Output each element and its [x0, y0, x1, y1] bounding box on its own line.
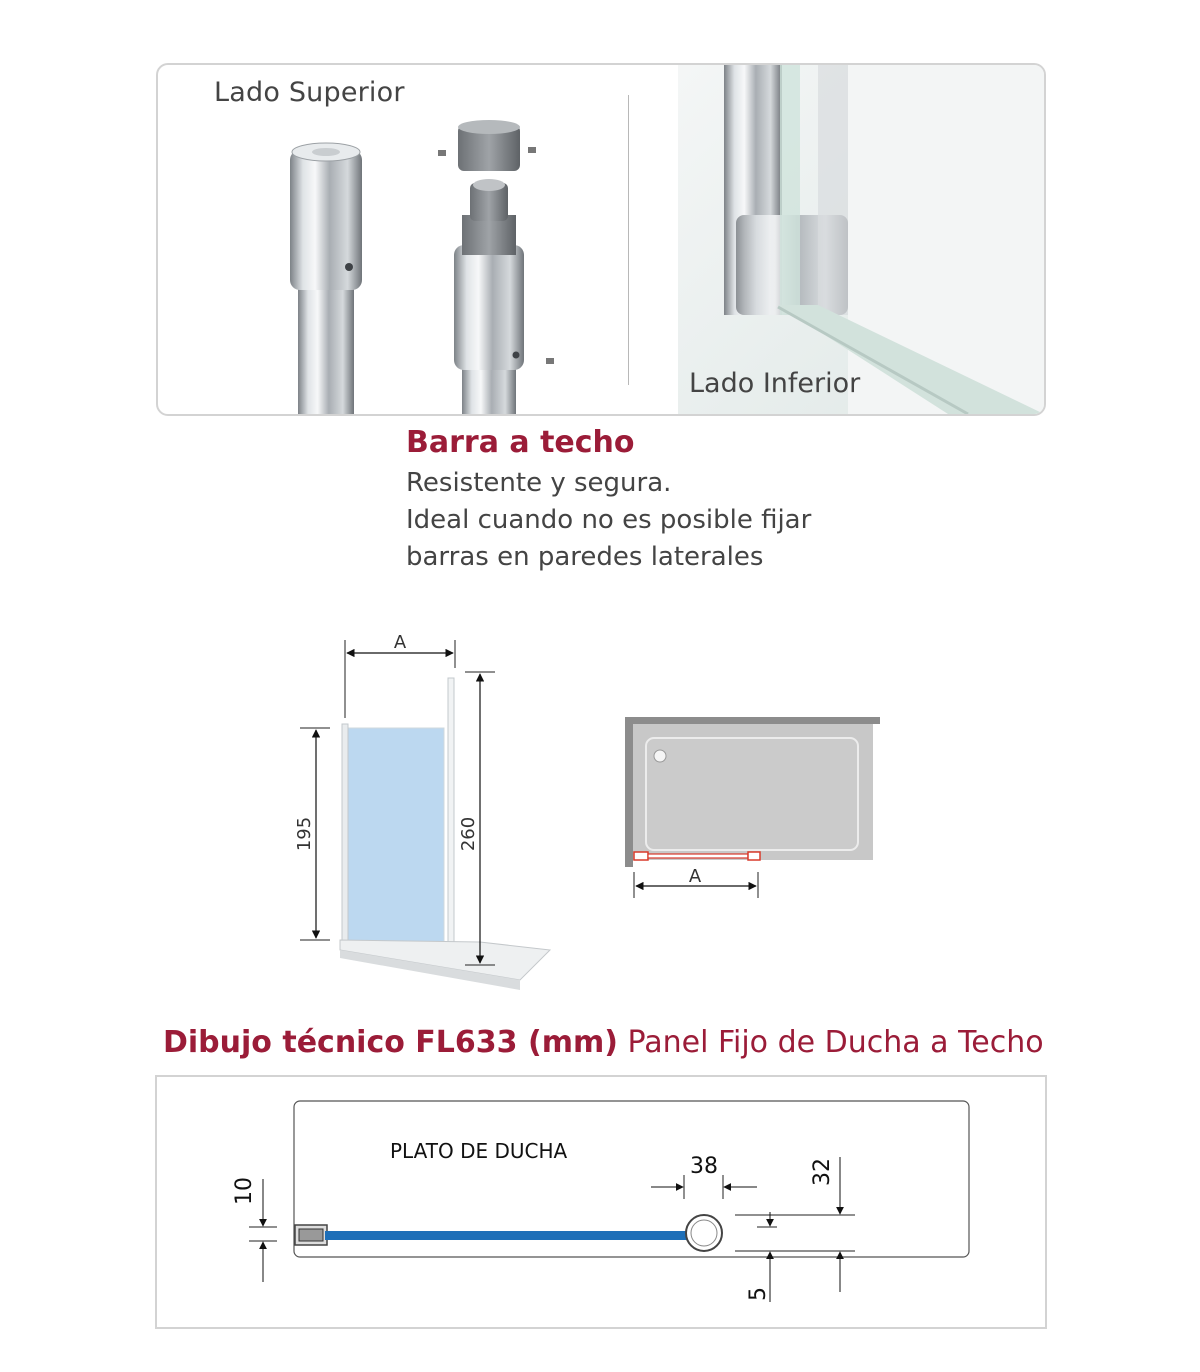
- plan-view: [625, 717, 880, 898]
- glass-thickness-label: 10: [232, 1177, 257, 1205]
- top-offset-label: 32: [810, 1158, 835, 1186]
- description-line-2: Ideal cuando no es posible fijar: [406, 505, 812, 535]
- description-line-1: Resistente y segura.: [406, 468, 672, 498]
- top-side-label: Lado Superior: [214, 77, 405, 108]
- bottom-side-label: Lado Inferior: [689, 368, 861, 399]
- shower-tray-label: PLATO DE DUCHA: [390, 1139, 568, 1163]
- technical-drawing-panel: [155, 1075, 1047, 1329]
- product-title: Barra a techo: [406, 425, 635, 460]
- description-line-3: barras en paredes laterales: [406, 542, 764, 572]
- plan-width-a-label: A: [688, 866, 702, 887]
- assembled-bar-image: [290, 143, 362, 414]
- total-height-label: 260: [458, 816, 479, 852]
- technical-drawing-subtitle: Panel Fijo de Ducha a Techo: [627, 1025, 1044, 1060]
- product-photo-panel: [156, 63, 1046, 416]
- technical-drawing-title: [163, 1025, 1044, 1060]
- front-view: [294, 632, 550, 990]
- exploded-bar-image: [438, 120, 554, 414]
- bar-diameter-label: 38: [690, 1154, 718, 1179]
- bottom-side-image: [678, 65, 1044, 414]
- bottom-offset-label: 5: [746, 1287, 771, 1301]
- width-a-label: A: [393, 632, 407, 653]
- technical-drawing: [157, 1077, 1045, 1327]
- dimension-diagram: [270, 620, 910, 1000]
- technical-drawing-code: Dibujo técnico FL633 (mm): [163, 1025, 618, 1060]
- panel-height-label: 195: [294, 816, 315, 852]
- product-photos: [158, 65, 1044, 414]
